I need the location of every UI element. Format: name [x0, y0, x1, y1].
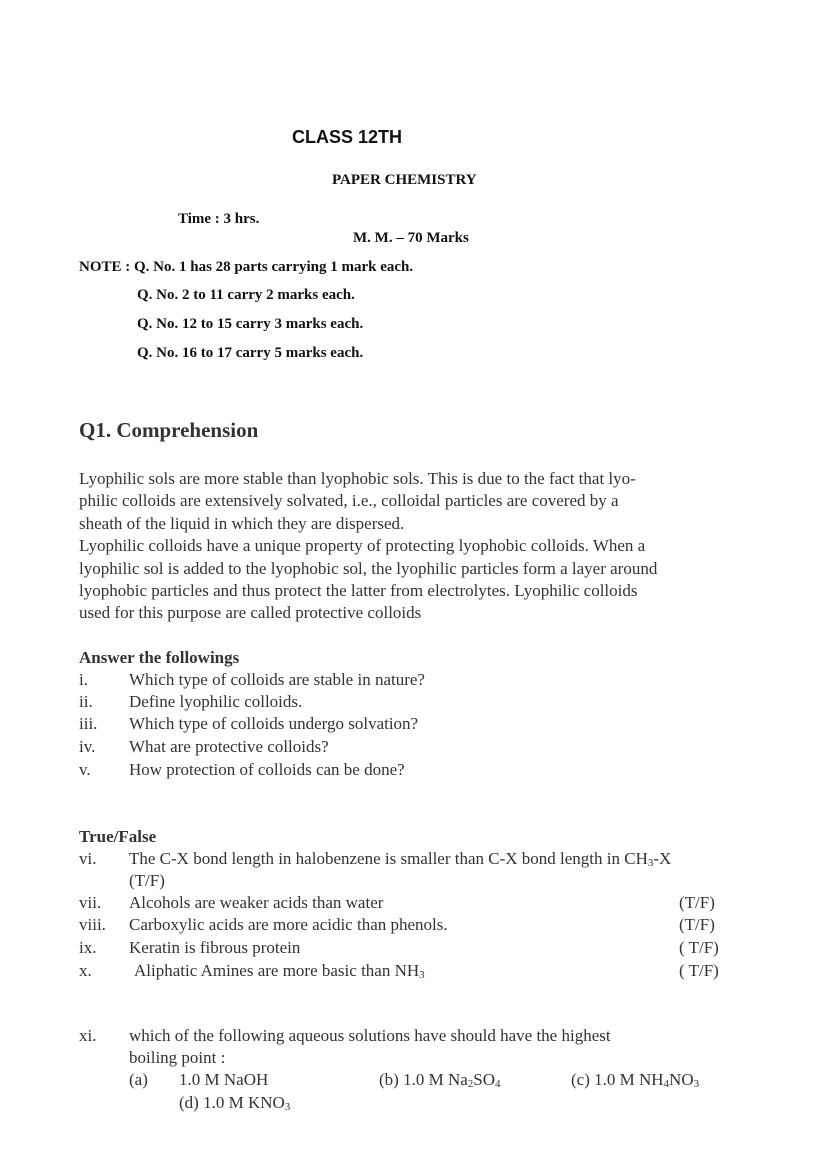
question-text: How protection of colloids can be done? [129, 760, 405, 779]
passage-line: lyophobic particles and thus protect the latter from electrolytes. Lyophilic colloids [79, 581, 638, 601]
option-b: (b) 1.0 M $Na_2SO_4$ [379, 1070, 501, 1090]
question-number: ix. [79, 938, 97, 957]
option-a: 1.0 M NaOH [179, 1070, 269, 1089]
option-label: (a) [129, 1070, 148, 1089]
paper-title: PAPER CHEMISTRY [332, 172, 477, 188]
question-text: Keratin is fibrous protein [129, 938, 301, 957]
question-text: Define lyophilic colloids. [129, 692, 303, 711]
passage-line: used for this purpose are called protective colloids [79, 603, 422, 623]
note-line: Q. No. 12 to 15 carry 3 marks each. [137, 316, 364, 332]
passage [79, 468, 657, 625]
true-false-heading: True/False [79, 827, 157, 846]
option-c: (c) 1.0 M $NH_4NO_3$ [571, 1070, 700, 1090]
question-text: The C-X bond length in halobenzene is smaller than C-X bond length in $CH_3-X$ [129, 849, 672, 869]
question-number: ii. [79, 692, 93, 711]
question-number: xi. [79, 1026, 97, 1045]
answer-heading: Answer the followings [79, 648, 240, 667]
question-number: vii. [79, 893, 102, 912]
passage-line: Lyophilic colloids have a unique property of protecting lyophobic colloids. When a [79, 536, 646, 556]
tf-marker: (T/F) [129, 871, 165, 890]
tf-marker: (T/F) [679, 893, 715, 912]
question-text: which of the following aqueous solutions have should have the highest [129, 1026, 611, 1045]
question-number: x. [79, 961, 92, 980]
question-number: vi. [79, 849, 97, 868]
question-text: What are protective colloids? [129, 737, 329, 756]
question-text: boiling point : [129, 1048, 226, 1067]
passage-line: sheath of the liquid in which they are dispersed. [79, 513, 405, 533]
question-number: v. [79, 760, 91, 779]
tf-marker: ( T/F) [679, 938, 719, 957]
question-text: Which type of colloids undergo solvation? [129, 714, 419, 733]
class-title: CLASS 12TH [292, 127, 403, 147]
question-text: Which type of colloids are stable in nature? [129, 670, 425, 689]
passage-line: philic colloids are extensively solvated, i.e., colloidal particles are covered by a [79, 491, 619, 511]
question-number: i. [79, 670, 88, 689]
note-line: Q. No. 16 to 17 carry 5 marks each. [137, 345, 364, 361]
question-number: iv. [79, 737, 96, 756]
question-text: Carboxylic acids are more acidic than phenols. [129, 915, 448, 934]
note-line: NOTE : Q. No. 1 has 28 parts carrying 1 mark each. [79, 259, 414, 275]
note-line: Q. No. 2 to 11 carry 2 marks each. [137, 287, 355, 303]
question-text: Alcohols are weaker acids than water [129, 893, 384, 912]
time-label: Time : 3 hrs. [178, 211, 260, 227]
question-number: iii. [79, 714, 98, 733]
passage-line: lyophilic sol is added to the lyophobic sol, the lyophilic particles form a layer around [79, 558, 658, 578]
question-number: viii. [79, 915, 106, 934]
question-text: Aliphatic Amines are more basic than $NH_3$ [134, 961, 425, 981]
passage-line: Lyophilic sols are more stable than lyophobic sols. This is due to the fact that lyo- [79, 469, 636, 488]
tf-marker: ( T/F) [679, 961, 719, 980]
max-marks: M. M. – 70 Marks [353, 230, 469, 246]
option-d: (d) 1.0 M $KNO_3$ [179, 1093, 291, 1113]
tf-marker: (T/F) [679, 915, 715, 934]
question-heading: Q1. Comprehension [79, 418, 259, 442]
